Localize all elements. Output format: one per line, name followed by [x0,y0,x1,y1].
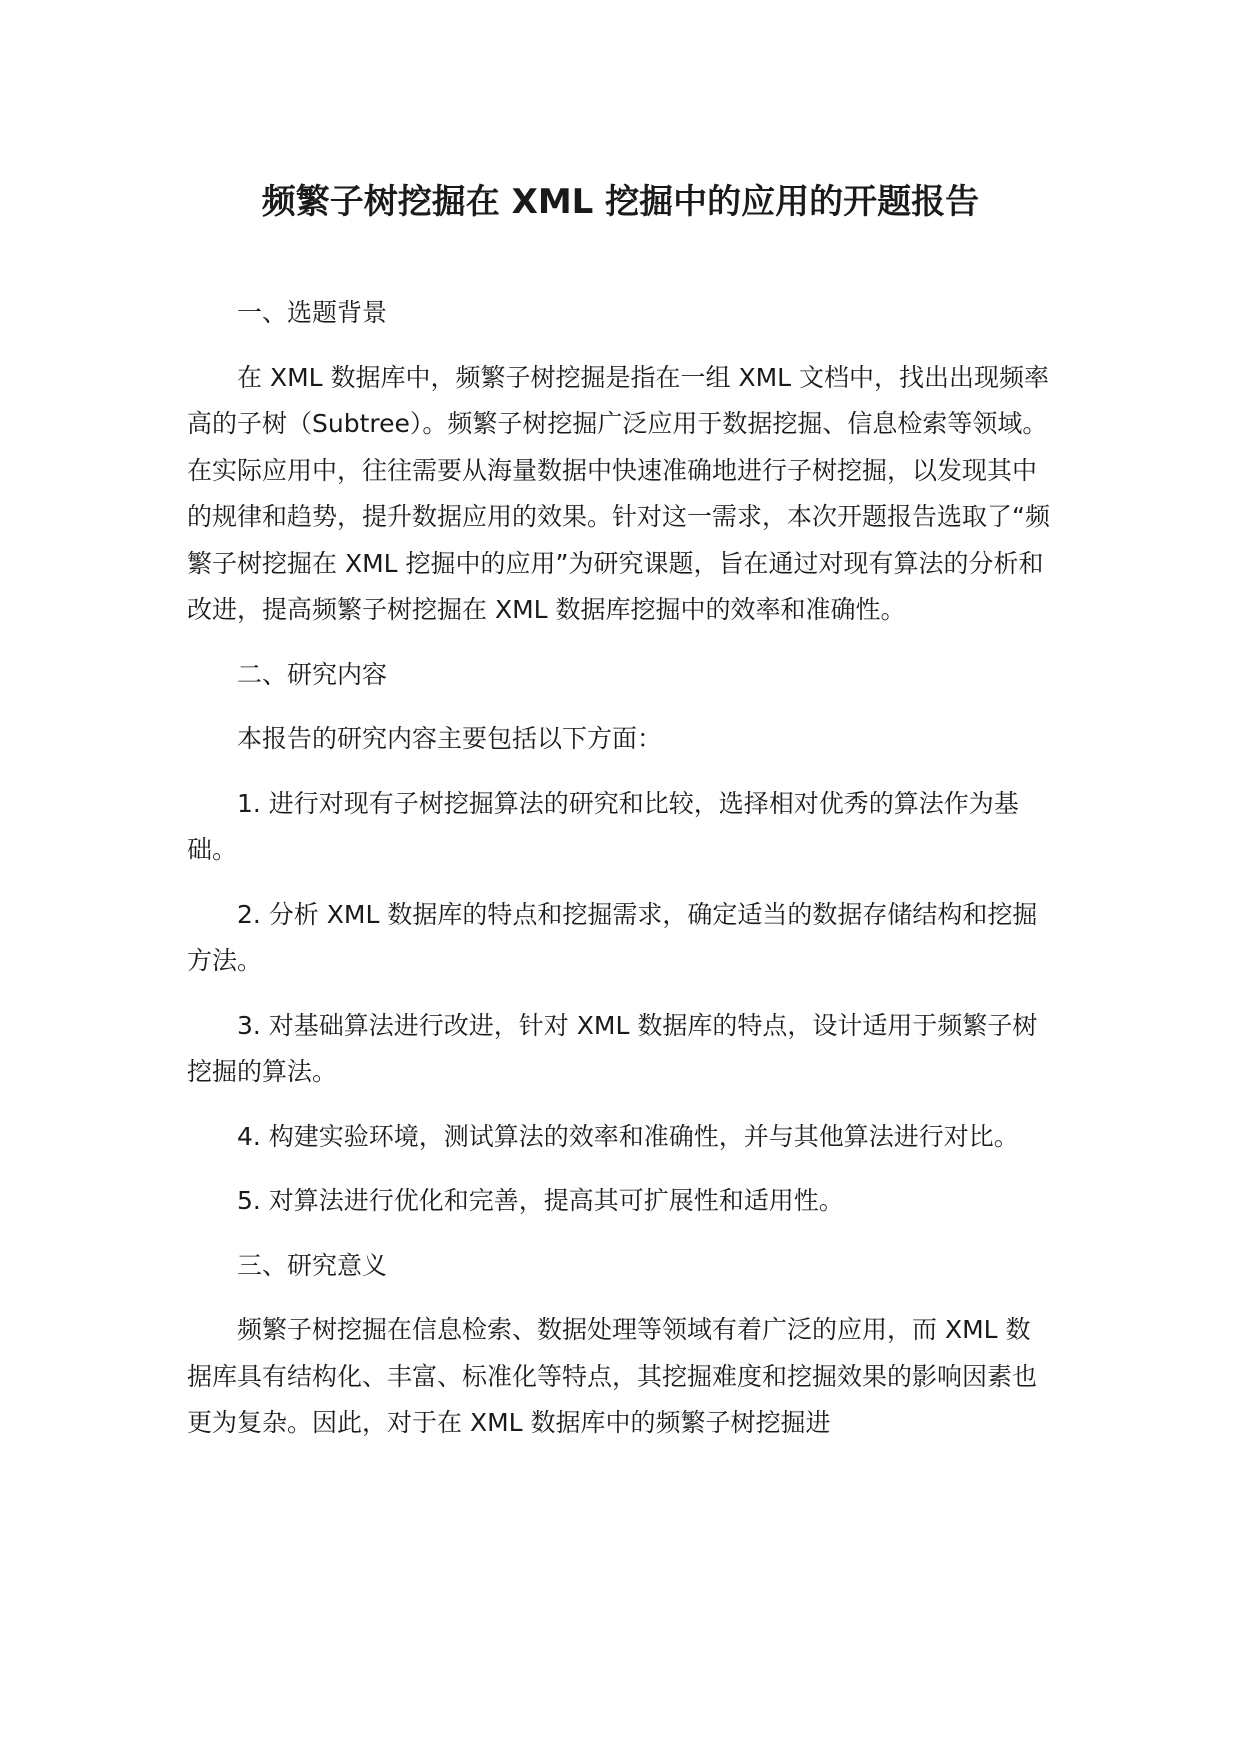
paragraph-significance: 频繁子树挖掘在信息检索、数据处理等领域有着广泛的应用，而 XML 数据库具有结构化、丰富、标准化等特点，其挖掘难度和挖掘效果的影响因素也更为复杂。因此，对于在 XML 数据库中的频繁子树挖掘进 [187,1315,1038,1437]
list-item-4: 4. 构建实验环境，测试算法的效率和准确性，并与其他算法进行对比。 [237,1121,1019,1151]
section-heading-content: 二、研究内容 [237,659,388,689]
list-item-5: 5. 对算法进行优化和完善，提高其可扩展性和适用性。 [237,1186,844,1215]
section-heading-background: 一、选题背景 [237,298,388,327]
document-title: 频繁子树挖掘在 XML 挖掘中的应用的开题报告 [261,182,980,222]
list-item-2: 2. 分析 XML 数据库的特点和挖掘需求，确定适当的数据存储结构和挖掘方法。 [187,899,1038,975]
list-item-3: 3. 对基础算法进行改进，针对 XML 数据库的特点，设计适用于频繁子树挖掘的算法。 [187,1010,1038,1086]
paragraph-content-intro: 本报告的研究内容主要包括以下方面： [237,724,663,753]
list-item-1: 1. 进行对现有子树挖掘算法的研究和比较，选择相对优秀的算法作为基础。 [187,788,1019,864]
section-heading-significance: 三、研究意义 [237,1250,388,1280]
paragraph-background: 在 XML 数据库中，频繁子树挖掘是指在一组 XML 文档中，找出出现频率高的子树（Subtree）。频繁子树挖掘广泛应用于数据挖掘、信息检索等领域。在实际应用中，往往需要从海量数据中快速准确地进行子树挖掘，以发现其中的规律和趋势，提升数据应用的效果。针对这一需求，本次开题报告选取了“频繁子树挖掘在 XML 挖掘中的应用”为研究课题，旨在通过对现有算法的分析和改进，提高频繁子树挖掘在 XML 数据库挖掘中的效率和准确性。 [187,362,1050,624]
document-body [187,290,1055,1465]
